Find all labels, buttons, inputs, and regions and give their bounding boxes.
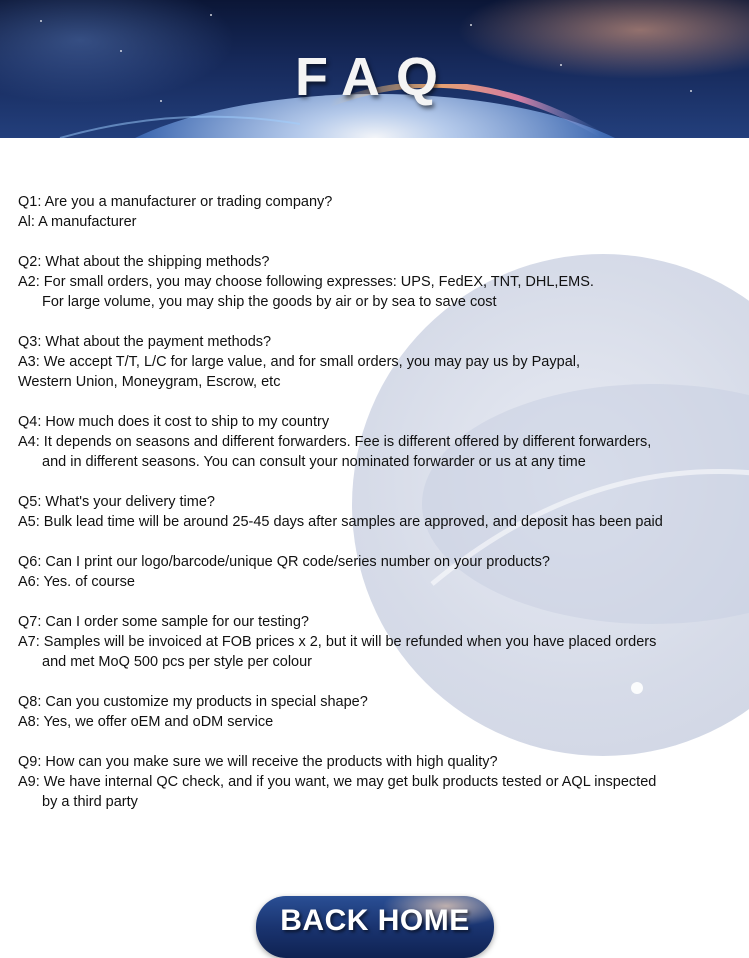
faq-question: Q7: Can I order some sample for our testing? — [18, 614, 309, 630]
faq-answer-line: A8: Yes, we offer oEM and oDM service — [18, 714, 274, 730]
faq-question: Q8: Can you customize my products in special shape? — [18, 694, 368, 710]
faq-item — [18, 552, 718, 592]
faq-answer-line: A9: We have internal QC check, and if you want, we may get bulk products tested or AQL inspected — [18, 774, 657, 790]
back-home-button[interactable] — [256, 896, 494, 958]
faq-item — [18, 692, 718, 732]
faq-answer-line: For large volume, you may ship the goods by air or by sea to save cost — [42, 294, 497, 310]
faq-answer-line: A3: We accept T/T, L/C for large value, and for small orders, you may pay us by Paypal, — [18, 354, 581, 370]
faq-question: Q2: What about the shipping methods? — [18, 254, 270, 270]
faq-banner — [0, 0, 749, 138]
faq-answer-line: Al: A manufacturer — [18, 214, 137, 230]
faq-answer-line: and in different seasons. You can consult your nominated forwarder or us at any time — [42, 454, 586, 470]
faq-item — [18, 252, 718, 312]
page-title: FAQ — [294, 47, 454, 107]
faq-item — [18, 412, 718, 472]
faq-item — [18, 752, 718, 812]
faq-item — [18, 192, 718, 232]
faq-answer-line: A4: It depends on seasons and different forwarders. Fee is different offered by different forwarders, — [18, 434, 652, 450]
faq-list — [18, 192, 718, 832]
faq-answer-line: A6: Yes. of course — [18, 574, 135, 590]
faq-question: Q5: What's your delivery time? — [18, 494, 215, 510]
faq-answer-line: A2: For small orders, you may choose following expresses: UPS, FedEX, TNT, DHL,EMS. — [18, 274, 594, 290]
faq-question: Q6: Can I print our logo/barcode/unique QR code/series number on your products? — [18, 554, 550, 570]
faq-question: Q9: How can you make sure we will receive the products with high quality? — [18, 754, 498, 770]
faq-question: Q1: Are you a manufacturer or trading company? — [18, 194, 333, 210]
faq-item — [18, 332, 718, 392]
faq-question: Q3: What about the payment methods? — [18, 334, 272, 350]
faq-question: Q4: How much does it cost to ship to my country — [18, 414, 330, 430]
faq-answer-line: A7: Samples will be invoiced at FOB prices x 2, but it will be refunded when you have placed orders — [18, 634, 657, 650]
faq-answer-line: by a third party — [42, 794, 138, 810]
faq-answer-line: A5: Bulk lead time will be around 25-45 days after samples are approved, and deposit has been paid — [18, 514, 663, 530]
faq-answer-line: and met MoQ 500 pcs per style per colour — [42, 654, 312, 670]
back-home-label: BACK HOME — [280, 904, 470, 937]
faq-item — [18, 612, 718, 672]
faq-item — [18, 492, 718, 532]
faq-answer-line: Western Union, Moneygram, Escrow, etc — [18, 374, 281, 390]
